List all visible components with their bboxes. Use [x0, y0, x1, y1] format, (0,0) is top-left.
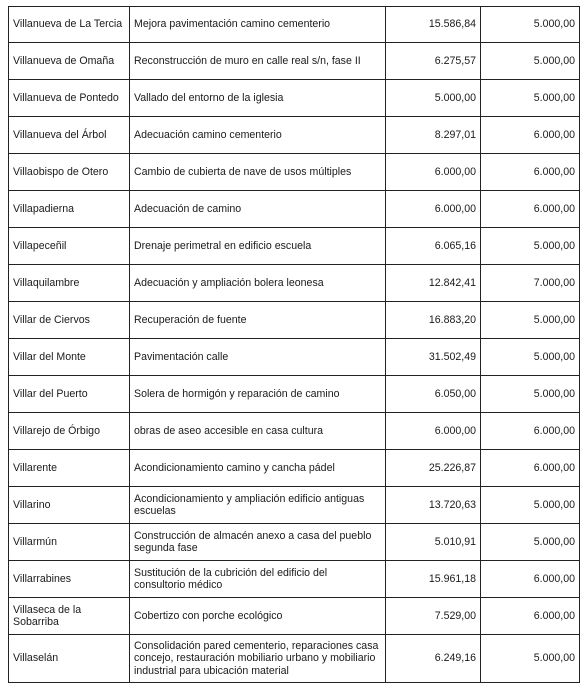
- municipality-cell: Villarrabines: [9, 561, 130, 598]
- table-row: [9, 191, 580, 228]
- subsidy-cell: 5.000,00: [481, 376, 580, 413]
- table-row: [9, 413, 580, 450]
- description-cell: Adecuación de camino: [130, 191, 386, 228]
- description-cell: Pavimentación calle: [130, 339, 386, 376]
- description-cell: Mejora pavimentación camino cementerio: [130, 7, 386, 43]
- description-cell: Recuperación de fuente: [130, 302, 386, 339]
- municipality-cell: Villapadierna: [9, 191, 130, 228]
- subsidy-cell: 7.000,00: [481, 265, 580, 302]
- description-cell: Acondicionamiento y ampliación edificio antiguas escuelas: [130, 487, 386, 524]
- municipality-cell: Villanueva de Pontedo: [9, 80, 130, 117]
- table-row: [9, 80, 580, 117]
- table-row: [9, 43, 580, 80]
- subsidy-cell: 5.000,00: [481, 487, 580, 524]
- table-row: [9, 450, 580, 487]
- amount-cell: 6.000,00: [386, 413, 481, 450]
- table-row: [9, 228, 580, 265]
- table-row: [9, 154, 580, 191]
- subsidy-cell: 5.000,00: [481, 339, 580, 376]
- subsidy-cell: 5.000,00: [481, 635, 580, 683]
- municipality-cell: Villaobispo de Otero: [9, 154, 130, 191]
- description-cell: Cobertizo con porche ecológico: [130, 598, 386, 635]
- subsidy-cell: 6.000,00: [481, 117, 580, 154]
- description-cell: Solera de hormigón y reparación de camino: [130, 376, 386, 413]
- description-cell: Adecuación y ampliación bolera leonesa: [130, 265, 386, 302]
- amount-cell: 7.529,00: [386, 598, 481, 635]
- amount-cell: 15.586,84: [386, 7, 481, 43]
- municipality-cell: Villanueva de La Tercia: [9, 7, 130, 43]
- description-cell: Reconstrucción de muro en calle real s/n, fase II: [130, 43, 386, 80]
- subsidy-cell: 5.000,00: [481, 524, 580, 561]
- subsidy-cell: 5.000,00: [481, 7, 580, 43]
- description-cell: Consolidación pared cementerio, reparaciones casa concejo, restauración mobiliario urbano y mobiliario industrial para ubicación material: [130, 635, 386, 683]
- amount-cell: 6.065,16: [386, 228, 481, 265]
- table-row: [9, 265, 580, 302]
- municipality-cell: Villapeceñil: [9, 228, 130, 265]
- description-cell: Construcción de almacén anexo a casa del pueblo segunda fase: [130, 524, 386, 561]
- amount-cell: 6.249,16: [386, 635, 481, 683]
- description-cell: obras de aseo accesible en casa cultura: [130, 413, 386, 450]
- municipality-cell: Villarino: [9, 487, 130, 524]
- subsidy-cell: 5.000,00: [481, 302, 580, 339]
- table-row: [9, 376, 580, 413]
- amount-cell: 6.000,00: [386, 191, 481, 228]
- subsidy-cell: 6.000,00: [481, 598, 580, 635]
- table-row: [9, 524, 580, 561]
- municipality-cell: Villaseca de la Sobarriba: [9, 598, 130, 635]
- municipality-cell: Villar del Puerto: [9, 376, 130, 413]
- amount-cell: 16.883,20: [386, 302, 481, 339]
- municipality-cell: Villar de Ciervos: [9, 302, 130, 339]
- description-cell: Adecuación camino cementerio: [130, 117, 386, 154]
- table-row: [9, 117, 580, 154]
- municipality-cell: Villar del Monte: [9, 339, 130, 376]
- municipality-cell: Villaselán: [9, 635, 130, 683]
- amount-cell: 12.842,41: [386, 265, 481, 302]
- amount-cell: 5.010,91: [386, 524, 481, 561]
- description-cell: Acondicionamiento camino y cancha pádel: [130, 450, 386, 487]
- subsidy-cell: 6.000,00: [481, 561, 580, 598]
- table-row: [9, 339, 580, 376]
- amount-cell: 15.961,18: [386, 561, 481, 598]
- municipality-cell: Villanueva de Omaña: [9, 43, 130, 80]
- amount-cell: 6.275,57: [386, 43, 481, 80]
- description-cell: Cambio de cubierta de nave de usos múltiples: [130, 154, 386, 191]
- description-cell: Drenaje perimetral en edificio escuela: [130, 228, 386, 265]
- municipality-cell: Villanueva del Árbol: [9, 117, 130, 154]
- municipality-cell: Villarente: [9, 450, 130, 487]
- description-cell: Sustitución de la cubrición del edificio del consultorio médico: [130, 561, 386, 598]
- subsidy-cell: 6.000,00: [481, 450, 580, 487]
- amount-cell: 31.502,49: [386, 339, 481, 376]
- amount-cell: 8.297,01: [386, 117, 481, 154]
- municipality-cell: Villarejo de Órbigo: [9, 413, 130, 450]
- table-row: [9, 598, 580, 635]
- amount-cell: 6.050,00: [386, 376, 481, 413]
- subsidy-cell: 6.000,00: [481, 191, 580, 228]
- amount-cell: 25.226,87: [386, 450, 481, 487]
- table-row: [9, 561, 580, 598]
- subsidy-cell: 6.000,00: [481, 413, 580, 450]
- subsidy-cell: 5.000,00: [481, 228, 580, 265]
- municipality-cell: Villaquilambre: [9, 265, 130, 302]
- amount-cell: 5.000,00: [386, 80, 481, 117]
- amount-cell: 13.720,63: [386, 487, 481, 524]
- municipality-cell: Villarmún: [9, 524, 130, 561]
- table-row: [9, 7, 580, 43]
- subsidy-cell: 5.000,00: [481, 80, 580, 117]
- table-row: [9, 302, 580, 339]
- grant-table: [8, 6, 580, 683]
- amount-cell: 6.000,00: [386, 154, 481, 191]
- subsidy-cell: 6.000,00: [481, 154, 580, 191]
- table-row: [9, 487, 580, 524]
- subsidy-cell: 5.000,00: [481, 43, 580, 80]
- table-row: [9, 635, 580, 683]
- description-cell: Vallado del entorno de la iglesia: [130, 80, 386, 117]
